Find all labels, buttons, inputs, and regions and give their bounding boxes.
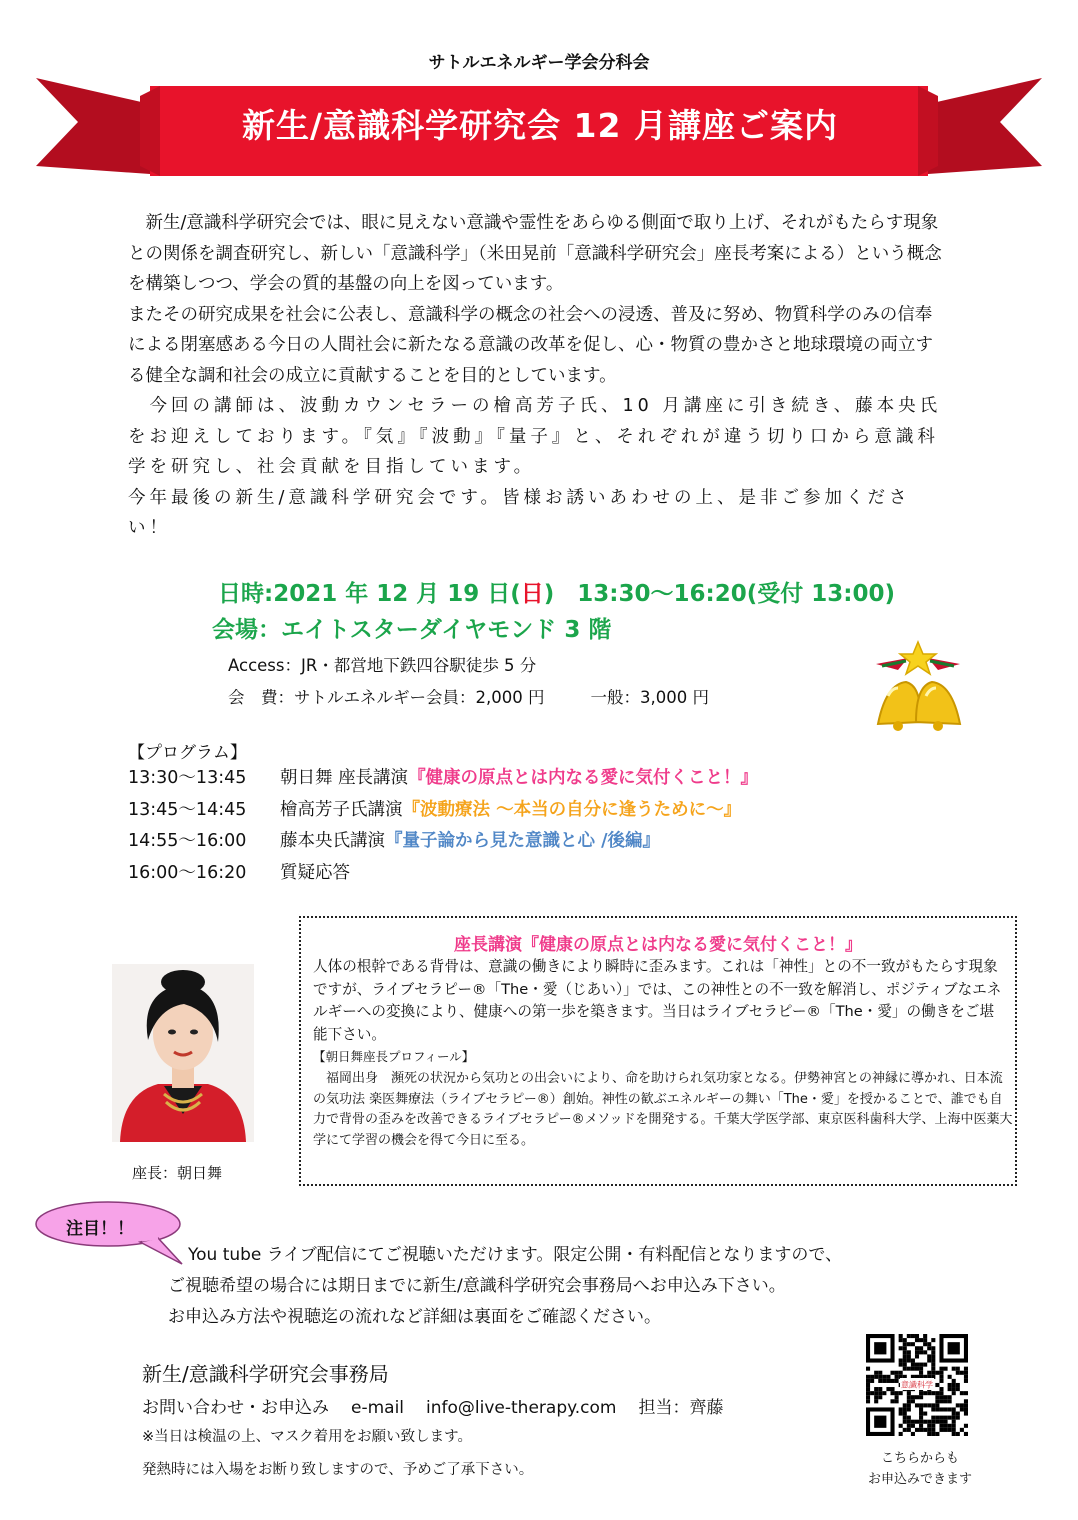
lecture-description: 人体の根幹である背骨は、意識の働きにより瞬時に歪みます。これは「神性」との不一致がもたらす現象ですが、ライブセラピー®「The・愛（じあい）」では、この神性との不一致を解消し、ポジティブなエネルギーへの変換により、健康への第一歩を築きます。当日はライブセラピー®「The・愛」の働きをご堪能下さい。	[313, 958, 1002, 1043]
program-heading: 【プログラム】	[128, 743, 247, 763]
program-time: 13:30～13:45	[128, 768, 247, 788]
program-time: 16:00～16:20	[128, 862, 247, 883]
event-date-prefix: 日時:2021 年 12 月 19 日(	[218, 581, 521, 607]
program-row	[128, 796, 758, 828]
profile-text: 福岡出身 瀕死の状況から気功との出会いにより、命を助けられ気功家となる。伊勢神宮との神縁に導かれ、日本流の気功法 楽医舞療法（ライブセラピー®）創始。神性の歓ぶエネルギーの舞い「The・愛」を授かることで、誰でも自力で背骨の歪みを改善できるライブセラピー®メソッドを開発する。千葉大学医学部、東京医科歯科大学、上海中医薬大学にて学習の機会を得て今日に至る。	[313, 1071, 1013, 1148]
event-fee	[228, 684, 709, 708]
program-title: 『健康の原点とは内なる愛に気付くこと！』	[408, 768, 759, 788]
program-list	[128, 764, 758, 890]
contact-line	[142, 1393, 723, 1418]
email-link[interactable]: info@live-therapy.com	[426, 1398, 617, 1418]
program-time: 14:55～16:00	[128, 831, 247, 851]
fever-note: 発熱時には入場をお断り致しますので、予めご了承下さい。	[142, 1462, 534, 1478]
program-time: 13:45～14:45	[128, 799, 247, 820]
attention-badge: 注目！！	[66, 1219, 134, 1239]
streaming-notice	[168, 1240, 842, 1333]
qr-caption-line-1: こちらからも	[880, 1451, 959, 1466]
event-date-day: 日	[520, 581, 544, 607]
notice-line-3: お申込み方法や視聴迄の流れなど詳細は裏面をご確認ください。	[168, 1307, 661, 1327]
intro-paragraph-1: 新生/意識科学研究会では、眼に見えない意識や霊性をあらゆる側面で取り上げ、それがもたらす現象との関係を調査研究し、新しい「意識科学」（米田晃前「意識科学研究会」座長考案による）という概念を構築しつつ、学会の質的基盤の向上を図っています。	[128, 213, 942, 294]
profile-heading: 【朝日舞座長プロフィール】	[313, 1049, 475, 1064]
office-name: 新生/意識科学研究会事務局	[142, 1362, 389, 1386]
event-access: Access：JR・都営地下鉄四谷駅徒歩 5 分	[228, 656, 537, 675]
speaker-photo	[112, 964, 254, 1142]
qr-caption-line-2: お申込みできます	[867, 1472, 972, 1487]
qr-label: 意識科学	[901, 1380, 933, 1390]
fee-general: 一般：3,000 円	[590, 688, 709, 707]
program-speaker: 藤本央氏講演	[280, 831, 385, 851]
program-row	[128, 827, 758, 859]
program-speaker: 朝日舞 座長講演	[280, 768, 409, 788]
speaker-photo-caption: 座長：朝日舞	[132, 1164, 223, 1182]
intro-paragraph-4: 今年最後の新生/意識科学研究会です。皆様お誘いあわせの上、是非ご参加ください！	[128, 487, 911, 538]
notice-line-2: ご視聴希望の場合には期日までに新生/意識科学研究会事務局へお申込み下さい。	[168, 1276, 786, 1296]
intro-paragraph-2: またその研究成果を社会に公表し、意識科学の概念の社会への浸透、普及に努め、物質科学のみの信奉による閉塞感ある今日の人間社会に新たなる意識の改革を促し、心・物質の豊かさと地球環境の両立する健全な調和社会の成立に貢献することを目的としています。	[128, 304, 933, 386]
fee-member: 会 費：サトルエネルギー会員：2,000 円	[228, 688, 545, 707]
christmas-bells-icon	[868, 636, 968, 736]
event-date-suffix: ) 13:30～16:20(受付 13:00)	[543, 581, 895, 607]
program-title: 『波動療法 ～本当の自分に逢うために～』	[402, 799, 742, 820]
mask-note: ※当日は検温の上、マスク着用をお願い致します。	[142, 1429, 472, 1445]
notice-line-1: You tube ライブ配信にてご視聴いただけます。限定公開・有料配信となりますので、	[188, 1245, 843, 1265]
intro-paragraph-3: 今回の講師は、波動カウンセラーの檜高芳子氏、10 月講座に引き続き、藤本央氏をお迎えしております。『気』『波動』『量子』と、それぞれが違う切り口から意識科学を研究し、社会貢献を目指しています。	[128, 396, 942, 477]
email-label: e-mail	[351, 1398, 405, 1418]
intro-text	[128, 208, 948, 544]
page-title: 新生/意識科学研究会 12 月講座ご案内	[242, 106, 838, 145]
program-speaker: 檜高芳子氏講演	[280, 799, 403, 820]
program-row	[128, 859, 758, 891]
inquiry-label: お問い合わせ・お申込み	[142, 1398, 329, 1418]
lecture-title: 座長講演『健康の原点とは内なる愛に気付くこと！』	[454, 935, 862, 955]
contact-person: 担当：齊藤	[638, 1398, 724, 1418]
event-date	[218, 575, 895, 608]
qr-caption	[830, 1448, 1010, 1490]
program-title: 『量子論から見た意識と心 /後編』	[385, 831, 660, 851]
qr-code[interactable]	[866, 1334, 968, 1436]
event-venue: 会場：エイトスターダイヤモンド 3 階	[212, 617, 612, 643]
program-speaker: 質疑応答	[280, 862, 350, 883]
organization-subtitle: サトルエネルギー学会分科会	[428, 53, 650, 73]
program-row	[128, 764, 758, 796]
